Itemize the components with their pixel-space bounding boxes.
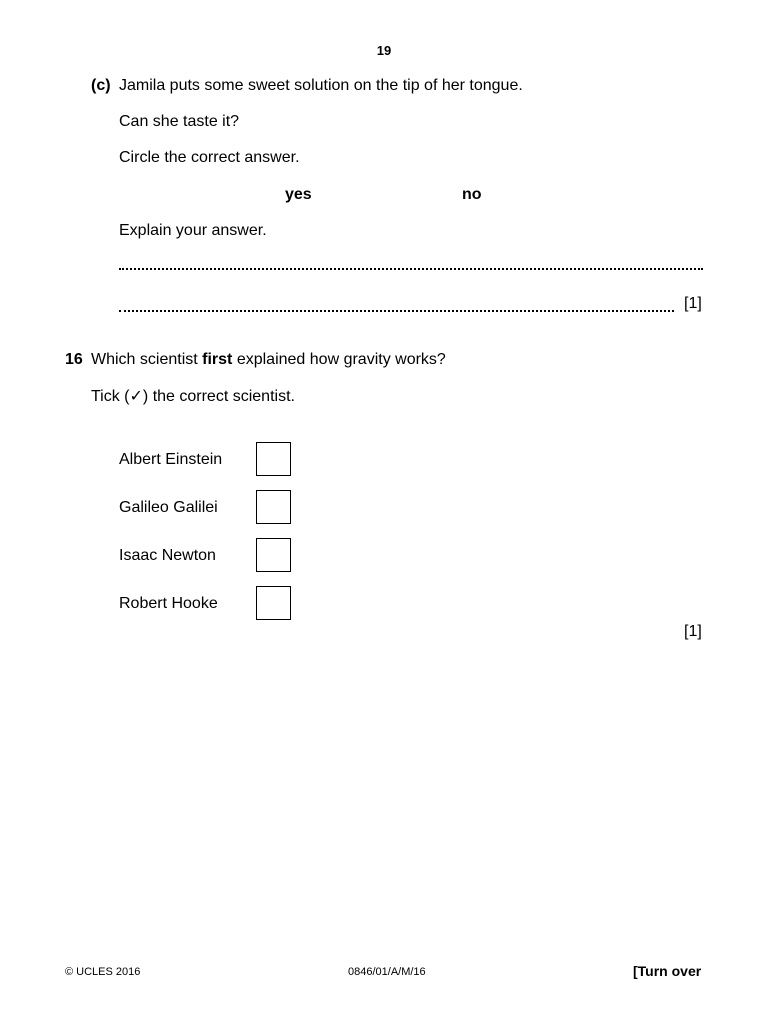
tick-box-galilei[interactable]	[256, 490, 291, 524]
part-c-question: Can she taste it?	[119, 113, 240, 130]
part-c-explain: Explain your answer.	[119, 222, 267, 239]
turn-over-label: [Turn over	[633, 963, 702, 979]
question-16-number: 16	[65, 351, 83, 368]
part-c-label: (c)	[91, 77, 111, 94]
tick-box-einstein[interactable]	[256, 442, 291, 476]
question-16-text	[91, 350, 446, 370]
tick-box-hooke[interactable]	[256, 586, 291, 620]
question-16-emphasis: first	[202, 351, 233, 368]
tick-box-newton[interactable]	[256, 538, 291, 572]
page-number: 19	[376, 43, 392, 58]
scientist-label-hooke: Robert Hooke	[119, 595, 218, 612]
footer-copyright: © UCLES 2016	[65, 966, 141, 978]
scientist-label-einstein: Albert Einstein	[119, 451, 223, 468]
question-16-instruction: Tick (✓) the correct scientist.	[91, 388, 295, 405]
part-c-mark: [1]	[684, 295, 702, 312]
question-16-mark: [1]	[684, 623, 702, 640]
question-16-text-start: Which scientist	[91, 351, 203, 368]
scientist-label-galilei: Galileo Galilei	[119, 499, 218, 516]
answer-line-2[interactable]	[119, 310, 674, 312]
scientist-label-newton: Isaac Newton	[119, 547, 216, 564]
question-16-text-end: explained how gravity works?	[232, 351, 446, 368]
part-c-instruction: Circle the correct answer.	[119, 149, 300, 166]
footer-code: 0846/01/A/M/16	[348, 966, 426, 978]
answer-option-no[interactable]: no	[462, 186, 482, 203]
part-c-statement: Jamila puts some sweet solution on the tip of her tongue.	[119, 77, 523, 94]
answer-option-yes[interactable]: yes	[285, 186, 312, 203]
answer-line-1[interactable]	[119, 268, 703, 270]
